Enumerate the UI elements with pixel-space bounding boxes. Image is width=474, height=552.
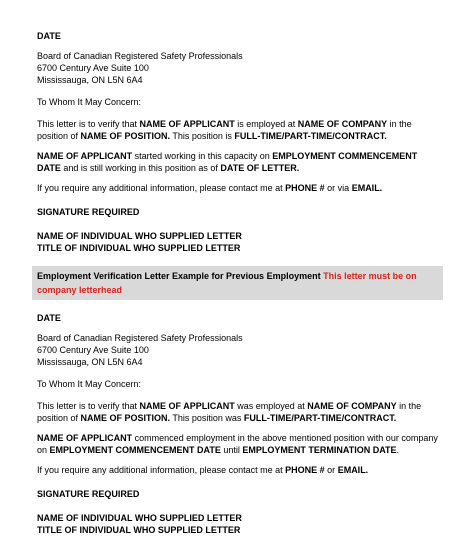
letterhead-warning: This letter must be on company letterhead xyxy=(37,271,417,295)
letter-current-employment xyxy=(37,30,440,254)
date-line: DATE xyxy=(37,313,61,323)
employment-dates-paragraph: NAME OF APPLICANT commenced employment in the above mentioned position with our company on EMPLOYMENT COMMENCEMENT DATE until EMPLOYMENT TERMINATION DATE. xyxy=(37,433,438,455)
signer-name-line: NAME OF INDIVIDUAL WHO SUPPLIED LETTER xyxy=(37,513,242,523)
employment-dates-paragraph: NAME OF APPLICANT started working in this capacity on EMPLOYMENT COMMENCEMENT DATE and is still working in this position as of DATE OF LETTER. xyxy=(37,151,418,173)
signature-required: SIGNATURE REQUIRED xyxy=(37,489,140,499)
signer-name-line: NAME OF INDIVIDUAL WHO SUPPLIED LETTER xyxy=(37,231,242,241)
address-line: Mississauga, ON L5N 6A4 xyxy=(37,75,143,85)
recipient-address xyxy=(37,332,440,368)
address-line: Board of Canadian Registered Safety Professionals xyxy=(37,333,243,343)
signer-title-line: TITLE OF INDIVIDUAL WHO SUPPLIED LETTER xyxy=(37,525,241,535)
verification-paragraph: This letter is to verify that NAME OF APPLICANT is employed at NAME OF COMPANY in the position of NAME OF POSITION. This position is FULL-TIME/PART-TIME/CONTRACT. xyxy=(37,119,412,141)
signature-required: SIGNATURE REQUIRED xyxy=(37,207,140,217)
address-line: Board of Canadian Registered Safety Professionals xyxy=(37,51,243,61)
heading-text: Employment Verification Letter Example for Previous Employment xyxy=(37,271,321,281)
date-line: DATE xyxy=(37,31,61,41)
contact-paragraph: If you require any additional information, please contact me at PHONE # or EMAIL. xyxy=(37,465,369,475)
contact-paragraph: If you require any additional information, please contact me at PHONE # or via EMAIL. xyxy=(37,183,383,193)
recipient-address xyxy=(37,50,440,86)
address-line: 6700 Century Ave Suite 100 xyxy=(37,63,149,73)
salutation: To Whom It May Concern: xyxy=(37,379,142,389)
address-line: Mississauga, ON L5N 6A4 xyxy=(37,357,143,367)
signer-title-line: TITLE OF INDIVIDUAL WHO SUPPLIED LETTER xyxy=(37,243,241,253)
salutation: To Whom It May Concern: xyxy=(37,97,142,107)
previous-employment-heading xyxy=(32,266,443,300)
address-line: 6700 Century Ave Suite 100 xyxy=(37,345,149,355)
verification-paragraph: This letter is to verify that NAME OF APPLICANT was employed at NAME OF COMPANY in the position of NAME OF POSITION. This position was FULL-TIME/PART-TIME/CONTRACT. xyxy=(37,401,422,423)
letter-previous-employment xyxy=(37,312,440,536)
